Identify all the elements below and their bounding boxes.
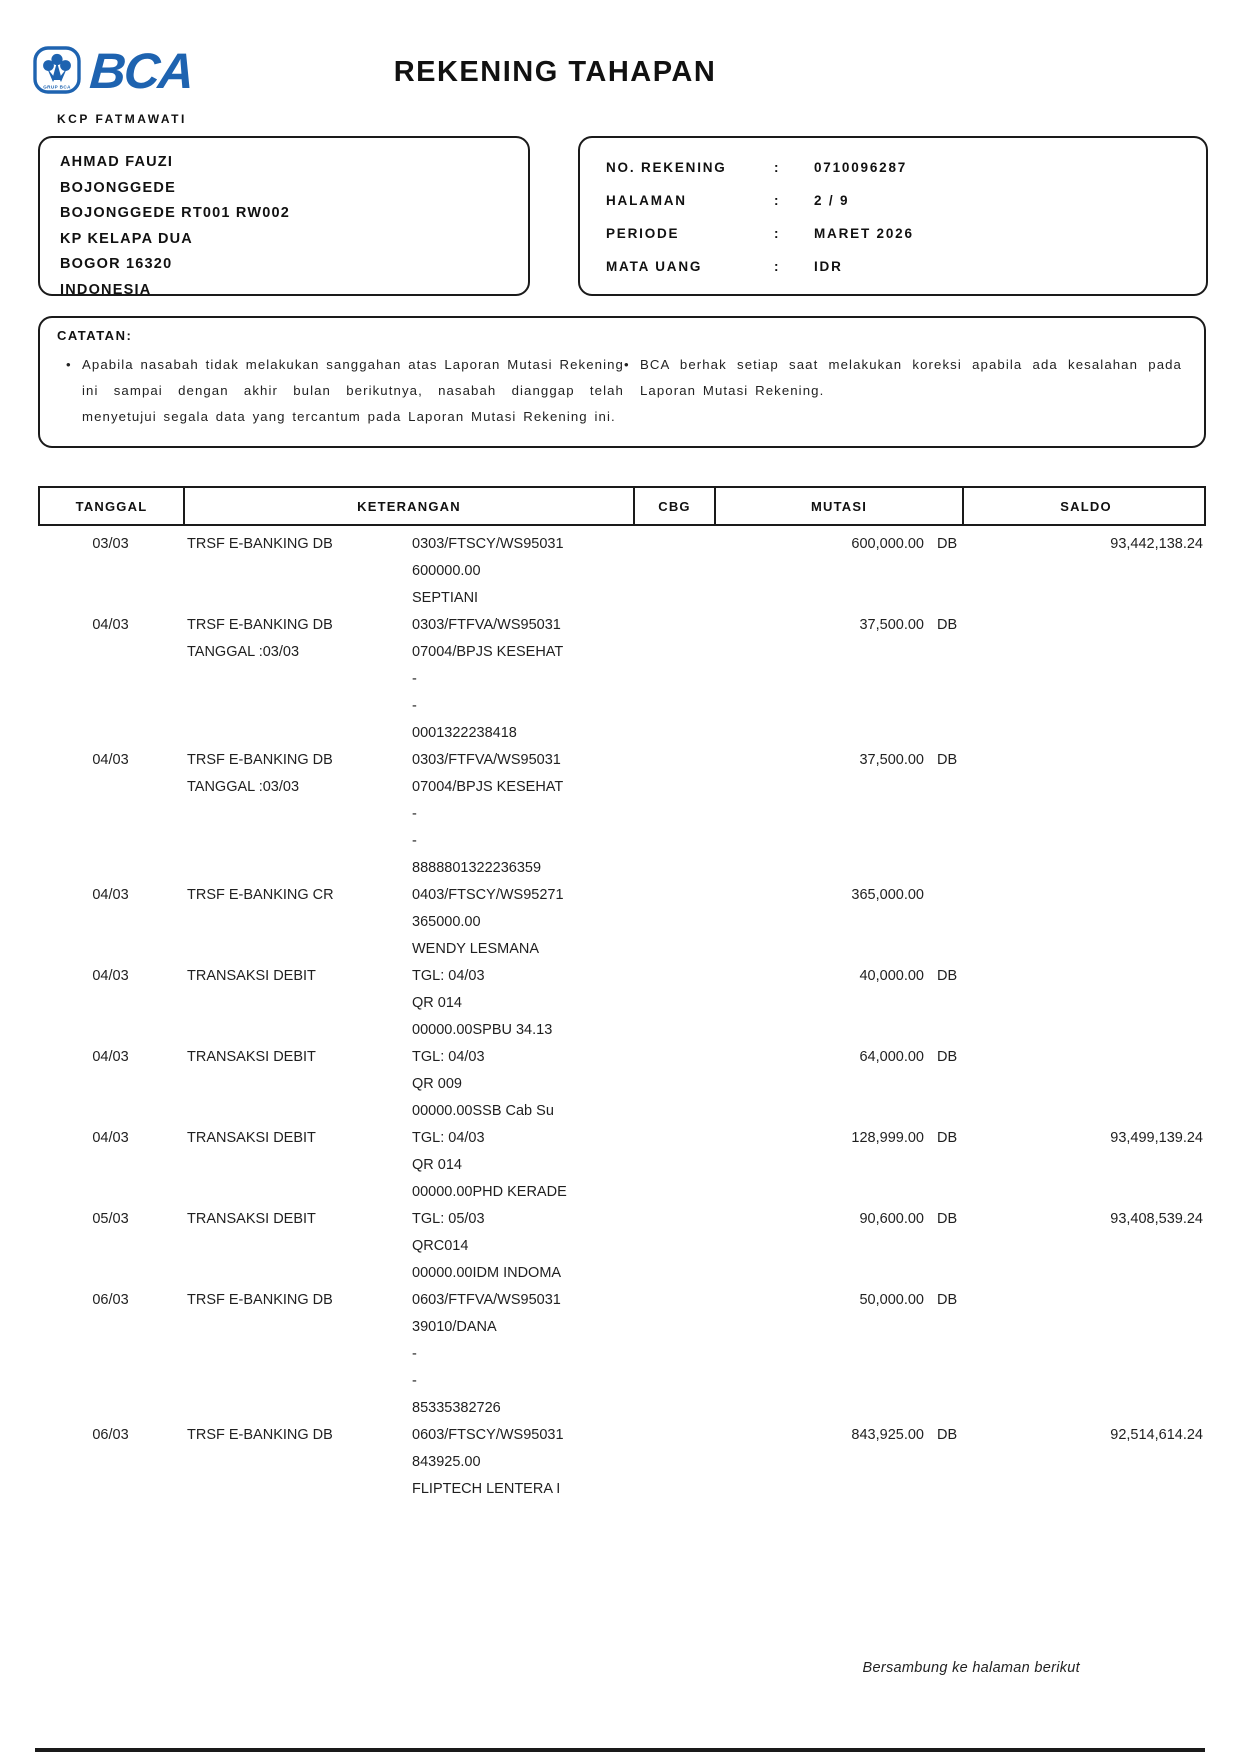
cbg-cell [633, 612, 714, 747]
mutasi-amount: 365,000.00 [851, 887, 924, 903]
transaction-detail-line: 600000.00 [412, 563, 481, 579]
cbg-cell [633, 1287, 714, 1422]
transaction-date: 03/03 [92, 536, 129, 552]
cbg-cell [633, 1044, 714, 1125]
table-row [38, 531, 1206, 612]
account-info-separator: : [774, 226, 781, 241]
mutasi-db-flag: DB [937, 1049, 958, 1065]
statement-table-body [38, 531, 1206, 1503]
bca-flower-icon [33, 46, 81, 96]
transaction-date: 04/03 [92, 1049, 129, 1065]
statement-table-header [38, 486, 1206, 526]
page-number-value: 2 / 9 [814, 193, 850, 208]
transaction-detail-line: TGL: 04/03 [412, 1130, 485, 1146]
saldo-amount: 93,499,139.24 [1110, 1130, 1203, 1146]
currency-value: IDR [814, 259, 843, 274]
cbg-cell [633, 531, 714, 612]
transaction-date: 04/03 [92, 1130, 129, 1146]
transaction-detail-line: TGL: 05/03 [412, 1211, 485, 1227]
mutasi-amount: 40,000.00 [859, 968, 924, 984]
transaction-date: 04/03 [92, 887, 129, 903]
table-row [38, 1206, 1206, 1287]
mutasi-db-flag: DB [937, 1427, 958, 1443]
table-row [38, 1422, 1206, 1503]
mutasi-amount: 600,000.00 [851, 536, 924, 552]
transaction-detail-line: 00000.00SPBU 34.13 [412, 1022, 553, 1038]
transaction-detail-line: 00000.00PHD KERADE [412, 1184, 567, 1200]
transaction-detail-line: 39010/DANA [412, 1319, 497, 1335]
transaction-type-line: TRANSAKSI DEBIT [187, 1211, 316, 1227]
transaction-detail-line: QR 014 [412, 1157, 462, 1173]
saldo-amount: 93,442,138.24 [1110, 536, 1203, 552]
column-header-mutasi: MUTASI [716, 488, 964, 524]
customer-address-box [38, 136, 530, 296]
transaction-detail-line: - [412, 698, 417, 714]
transaction-detail-line: 0403/FTSCY/WS95271 [412, 887, 564, 903]
account-number-value: 0710096287 [814, 160, 908, 175]
transaction-type-line: TANGGAL :03/03 [187, 779, 300, 795]
notes-box [38, 316, 1206, 448]
mutasi-amount: 843,925.00 [851, 1427, 924, 1443]
transaction-detail-line: QR 009 [412, 1076, 462, 1092]
notes-heading: CATATAN: [57, 328, 133, 343]
transaction-detail-line: 0303/FTFVA/WS95031 [412, 617, 561, 633]
account-info-separator: : [774, 259, 781, 274]
transaction-date: 05/03 [92, 1211, 129, 1227]
transaction-type-line: TRSF E-BANKING DB [187, 536, 333, 552]
table-row [38, 882, 1206, 963]
transaction-detail-line: 0303/FTSCY/WS95031 [412, 536, 564, 552]
table-row [38, 1125, 1206, 1206]
cbg-cell [633, 882, 714, 963]
cbg-cell [633, 963, 714, 1044]
transaction-detail-line: 00000.00SSB Cab Su [412, 1103, 554, 1119]
svg-text:GRUP BCA: GRUP BCA [43, 84, 71, 90]
transaction-detail-line: SEPTIANI [412, 590, 479, 606]
account-info-row [606, 151, 1206, 184]
transaction-detail-line: WENDY LESMANA [412, 941, 540, 957]
cbg-cell [633, 1206, 714, 1287]
transaction-date: 06/03 [92, 1427, 129, 1443]
customer-address-line: AHMAD FAUZI [60, 154, 174, 170]
mutasi-amount: 64,000.00 [859, 1049, 924, 1065]
transaction-detail-line: - [412, 833, 417, 849]
transaction-detail-line: - [412, 806, 417, 822]
account-info-label: PERIODE [606, 226, 680, 241]
mutasi-amount: 37,500.00 [859, 752, 924, 768]
transaction-detail-line: 365000.00 [412, 914, 481, 930]
transaction-detail-line: TGL: 04/03 [412, 1049, 485, 1065]
transaction-type-line: TRSF E-BANKING DB [187, 617, 333, 633]
account-info-box [578, 136, 1208, 296]
customer-address-line: INDONESIA [60, 281, 152, 298]
transaction-type-line: TANGGAL :03/03 [187, 644, 300, 660]
account-info-separator: : [774, 160, 781, 175]
cbg-cell [633, 1125, 714, 1206]
continuation-note: Bersambung ke halaman berikut [862, 1660, 1080, 1676]
customer-address-line: BOJONGGEDE RT001 RW002 [60, 205, 291, 221]
transaction-type-line: TRSF E-BANKING DB [187, 1292, 333, 1308]
account-info-separator: : [774, 193, 781, 208]
bca-wordmark: BCA [88, 43, 195, 99]
page-title: REKENING TAHAPAN [393, 56, 717, 88]
mutasi-db-flag: DB [937, 536, 958, 552]
transaction-type-line: TRSF E-BANKING CR [187, 887, 334, 903]
transaction-date: 06/03 [92, 1292, 129, 1308]
transaction-detail-line: FLIPTECH LENTERA I [412, 1481, 561, 1497]
mutasi-db-flag: DB [937, 1130, 958, 1146]
mutasi-db-flag [924, 882, 962, 909]
customer-address-line: BOGOR 16320 [60, 256, 173, 272]
transaction-date: 04/03 [92, 752, 129, 768]
account-info-label: NO. REKENING [606, 160, 727, 175]
account-info-row [606, 184, 1206, 217]
table-row [38, 1287, 1206, 1422]
transaction-type-line: TRANSAKSI DEBIT [187, 1049, 316, 1065]
transaction-detail-line: 00000.00IDM INDOMA [412, 1265, 562, 1281]
table-row [38, 612, 1206, 747]
transaction-detail-line: 07004/BPJS KESEHAT [412, 779, 564, 795]
account-info-label: HALAMAN [606, 193, 687, 208]
customer-address-line: BOJONGGEDE [60, 179, 176, 196]
mutasi-amount: 37,500.00 [859, 617, 924, 633]
saldo-amount: 92,514,614.24 [1110, 1427, 1203, 1443]
customer-address-line: KP KELAPA DUA [60, 230, 193, 247]
account-info-row [606, 217, 1206, 250]
column-header-tanggal: TANGGAL [40, 488, 185, 524]
transaction-detail-line: QRC014 [412, 1238, 469, 1254]
transaction-detail-line: 0001322238418 [412, 725, 517, 741]
transaction-detail-line: 0303/FTFVA/WS95031 [412, 752, 561, 768]
transaction-date: 04/03 [92, 968, 129, 984]
table-row [38, 1044, 1206, 1125]
note-bullet: • Apabila nasabah tidak melakukan sanggahan atas Laporan Mutasi Rekening ini sampai dengan akhir bulan berikutnya, nasabah dianggap telah menyetujui segala data yang tercantum pada Laporan Mutasi Rekening ini. [66, 352, 624, 430]
mutasi-amount: 50,000.00 [859, 1292, 924, 1308]
transaction-detail-line: 85335382726 [412, 1400, 501, 1416]
column-header-keterangan: KETERANGAN [185, 488, 635, 524]
column-header-saldo: SALDO [1060, 498, 1112, 514]
transaction-type-line: TRANSAKSI DEBIT [187, 968, 316, 984]
note-bullet: • BCA berhak setiap saat melakukan koreksi apabila ada kesalahan pada Laporan Mutasi Rekening. [624, 352, 1182, 430]
transaction-detail-line: QR 014 [412, 995, 462, 1011]
transaction-detail-line: 843925.00 [412, 1454, 481, 1470]
transaction-type-line: TRSF E-BANKING DB [187, 1427, 333, 1443]
mutasi-db-flag: DB [937, 752, 958, 768]
mutasi-db-flag: DB [937, 617, 958, 633]
transaction-detail-line: - [412, 1346, 417, 1362]
transaction-detail-line: TGL: 04/03 [412, 968, 485, 984]
transaction-detail-line: 8888801322236359 [412, 860, 542, 876]
transaction-detail-line: 0603/FTFVA/WS95031 [412, 1292, 561, 1308]
column-header-cbg: CBG [635, 488, 716, 524]
mutasi-amount: 90,600.00 [859, 1211, 924, 1227]
account-info-label: MATA UANG [606, 259, 703, 274]
bottom-rule [35, 1748, 1205, 1752]
transaction-type-line: TRSF E-BANKING DB [187, 752, 333, 768]
table-row [38, 747, 1206, 882]
mutasi-db-flag: DB [937, 968, 958, 984]
period-value: MARET 2026 [814, 226, 914, 241]
transaction-detail-line: 07004/BPJS KESEHAT [412, 644, 564, 660]
notes-columns [57, 352, 1204, 430]
mutasi-db-flag: DB [937, 1292, 958, 1308]
transaction-type-line: TRANSAKSI DEBIT [187, 1130, 316, 1146]
mutasi-amount: 128,999.00 [851, 1130, 924, 1146]
cbg-cell [633, 1422, 714, 1503]
table-row [38, 963, 1206, 1044]
transaction-detail-line: - [412, 1373, 417, 1389]
transaction-date: 04/03 [92, 617, 129, 633]
transaction-detail-line: - [412, 671, 417, 687]
bca-logo [33, 43, 195, 99]
cbg-cell [633, 747, 714, 882]
branch-label: KCP FATMAWATI [57, 112, 187, 126]
mutasi-db-flag: DB [937, 1211, 958, 1227]
saldo-amount: 93,408,539.24 [1110, 1211, 1203, 1227]
account-info-row [606, 250, 1206, 283]
transaction-detail-line: 0603/FTSCY/WS95031 [412, 1427, 564, 1443]
